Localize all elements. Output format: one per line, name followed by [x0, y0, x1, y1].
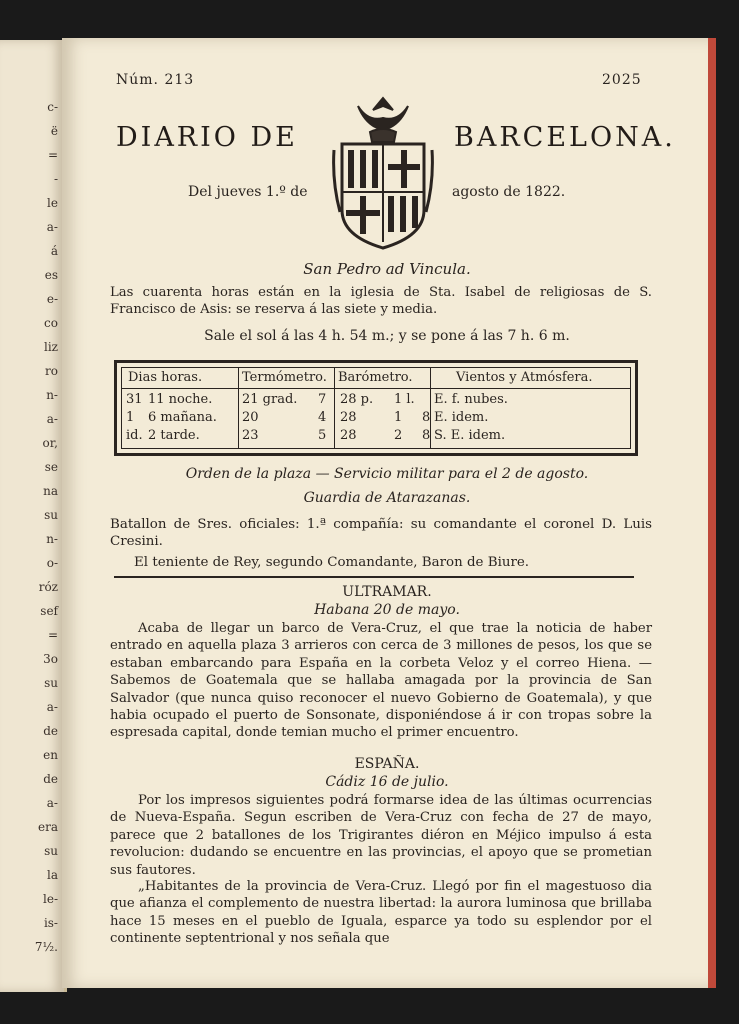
weather-cell: E. f. nubes.	[434, 392, 508, 407]
left-page-text-fragment: or,	[42, 436, 58, 450]
left-page-text-fragment: a-	[46, 796, 58, 810]
table-header-thermometer: Termómetro.	[242, 370, 327, 385]
left-page-text-fragment: se	[44, 460, 58, 474]
weather-cell: 6 mañana.	[148, 410, 217, 425]
weather-cell: 8	[422, 428, 431, 443]
table-header-barometer: Barómetro.	[338, 370, 413, 385]
left-page-text-fragment: a-	[46, 412, 58, 426]
newspaper-page	[62, 38, 710, 988]
ultramar-article: Acaba de llegar un barco de Vera-Cruz, el que trae la noticia de haber entrado en aquella plaza 3 arrieros con cerca de 3 millones de pesos, los que se estaban embarcando para España en la corbeta Veloz y el correo Hiena. — Sabemos de Goatemala que se hallaba amagada por la provincia de San Salvador (que nunca quiso reconocer el nuevo Gobierno de Goatemala), y que habia ocupado el puerto de Sonsonate, disponiéndose á ir con tropas sobre la espresada capital, donde temian mucho el primer encuentro.	[110, 621, 652, 741]
table-header-days: Dias horas.	[128, 370, 203, 385]
weather-cell: 8	[422, 410, 431, 425]
date-right: agosto de 1822.	[452, 184, 566, 200]
page-number: 2025	[602, 72, 642, 88]
weather-cell: 1	[394, 410, 403, 425]
left-page-text-fragment: su	[44, 508, 58, 522]
weather-cell: 28	[340, 428, 357, 443]
left-page-text-fragment: le-	[43, 892, 58, 906]
left-page-text-fragment: era	[38, 820, 58, 834]
left-page-text-fragment: en	[43, 748, 58, 762]
weather-cell: 7	[318, 392, 327, 407]
issue-number: Núm. 213	[116, 72, 195, 88]
left-page-text-fragment: a-	[46, 700, 58, 714]
left-page-text-fragment: na	[43, 484, 58, 498]
saint-of-day: San Pedro ad Vincula.	[303, 260, 471, 278]
left-page-text-fragment: co	[44, 316, 58, 330]
forty-hours-notice: Las cuarenta horas están en la iglesia de Sta. Isabel de religiosas de S. Francisco de Asis: se reserva á las siete y media.	[110, 285, 652, 318]
left-page-text-fragment: =	[47, 628, 58, 642]
weather-cell: 31	[126, 392, 143, 407]
batallon-notice: Batallon de Sres. oficiales: 1.ª compañía: su comandante el coronel D. Luis Cresini.	[110, 517, 652, 550]
left-page-text-fragment: o-	[46, 556, 58, 570]
left-page-text-fragment: -	[53, 172, 58, 186]
left-page-text-fragment: sef	[40, 604, 58, 618]
barcelona-coat-of-arms-icon	[328, 92, 438, 252]
left-page-text-fragment: de	[43, 772, 58, 786]
weather-cell: 1 l.	[394, 392, 415, 407]
left-page-text-fragment: le	[47, 196, 58, 210]
left-page-text-fragment: róz	[38, 580, 58, 594]
guardia: Guardia de Atarazanas.	[303, 490, 471, 506]
espana-dateline: Cádiz 16 de julio.	[325, 774, 449, 790]
left-page-text-fragment: es	[44, 268, 58, 282]
left-page-fragment	[0, 40, 67, 992]
espana-article: Por los impresos siguientes podrá formarse idea de las últimas ocurrencias de Nueva-España. Segun escriben de Vera-Cruz con fecha de 27 de mayo, parece que 2 batallones de los Trigirantes diéron en Méjico impulso á esta revolucion: dudando se encuentre en las provincias, el apoyo que se prometian sus fautores.	[110, 793, 652, 878]
espana-proclamation: „Habitantes de la provincia de Vera-Cruz. Llegó por fin el magestuoso dia que afianza el complemento de nuestra libertad: la aurora luminosa que brillaba hace 15 meses en el pueblo de Iguala, esparce ya todo su esplendor por el continente septentrional y nos señala que	[110, 879, 652, 947]
weather-cell: 11 noche.	[148, 392, 213, 407]
left-page-text-fragment: ë	[50, 124, 58, 138]
left-page-text-fragment: n-	[46, 532, 58, 546]
masthead-right: BARCELONA.	[454, 122, 676, 153]
left-page-text-fragment: a-	[46, 220, 58, 234]
left-page-text-fragment: liz	[44, 340, 58, 354]
section-divider	[114, 576, 634, 578]
masthead-left: DIARIO DE	[116, 122, 298, 153]
orden-plaza: Orden de la plaza — Servicio militar para el 2 de agosto.	[185, 466, 589, 482]
espana-heading: ESPAÑA.	[354, 756, 420, 772]
weather-cell: E. idem.	[434, 410, 489, 425]
teniente-notice: El teniente de Rey, segundo Comandante, Baron de Biure.	[134, 555, 530, 570]
weather-cell: 21 grad.	[242, 392, 298, 407]
weather-cell: 20	[242, 410, 259, 425]
weather-cell: 23	[242, 428, 259, 443]
left-page-text-fragment: ro	[45, 364, 58, 378]
left-page-text-fragment: 7½.	[34, 940, 58, 954]
left-page-text-fragment: c-	[47, 100, 58, 114]
weather-cell: S. E. idem.	[434, 428, 506, 443]
left-page-text-fragment: su	[44, 676, 58, 690]
left-page-text-fragment: is-	[43, 916, 58, 930]
ultramar-heading: ULTRAMAR.	[342, 584, 432, 600]
left-page-text-fragment: e-	[46, 292, 58, 306]
weather-cell: 28	[340, 410, 357, 425]
ultramar-dateline: Habana 20 de mayo.	[314, 602, 460, 618]
table-header-winds: Vientos y Atmósfera.	[456, 370, 593, 385]
weather-cell: 2	[394, 428, 403, 443]
left-page-text-fragment: =	[47, 148, 58, 162]
weather-cell: 1	[126, 410, 135, 425]
weather-cell: 28 p.	[340, 392, 374, 407]
weather-cell: id.	[126, 428, 143, 443]
weather-table	[114, 360, 638, 456]
left-page-text-fragment: su	[44, 844, 58, 858]
left-page-text-fragment: á	[50, 244, 58, 258]
weather-cell: 5	[318, 428, 327, 443]
left-page-text-fragment: de	[43, 724, 58, 738]
sunrise-sunset: Sale el sol á las 4 h. 54 m.; y se pone á las 7 h. 6 m.	[204, 328, 570, 344]
page-edge	[708, 38, 716, 988]
left-page-text-fragment: n-	[46, 388, 58, 402]
left-page-text-fragment: 3o	[43, 652, 58, 666]
weather-cell: 2 tarde.	[148, 428, 200, 443]
left-page-text-fragment: la	[47, 868, 58, 882]
date-left: Del jueves 1.º de	[188, 184, 308, 200]
weather-cell: 4	[318, 410, 327, 425]
